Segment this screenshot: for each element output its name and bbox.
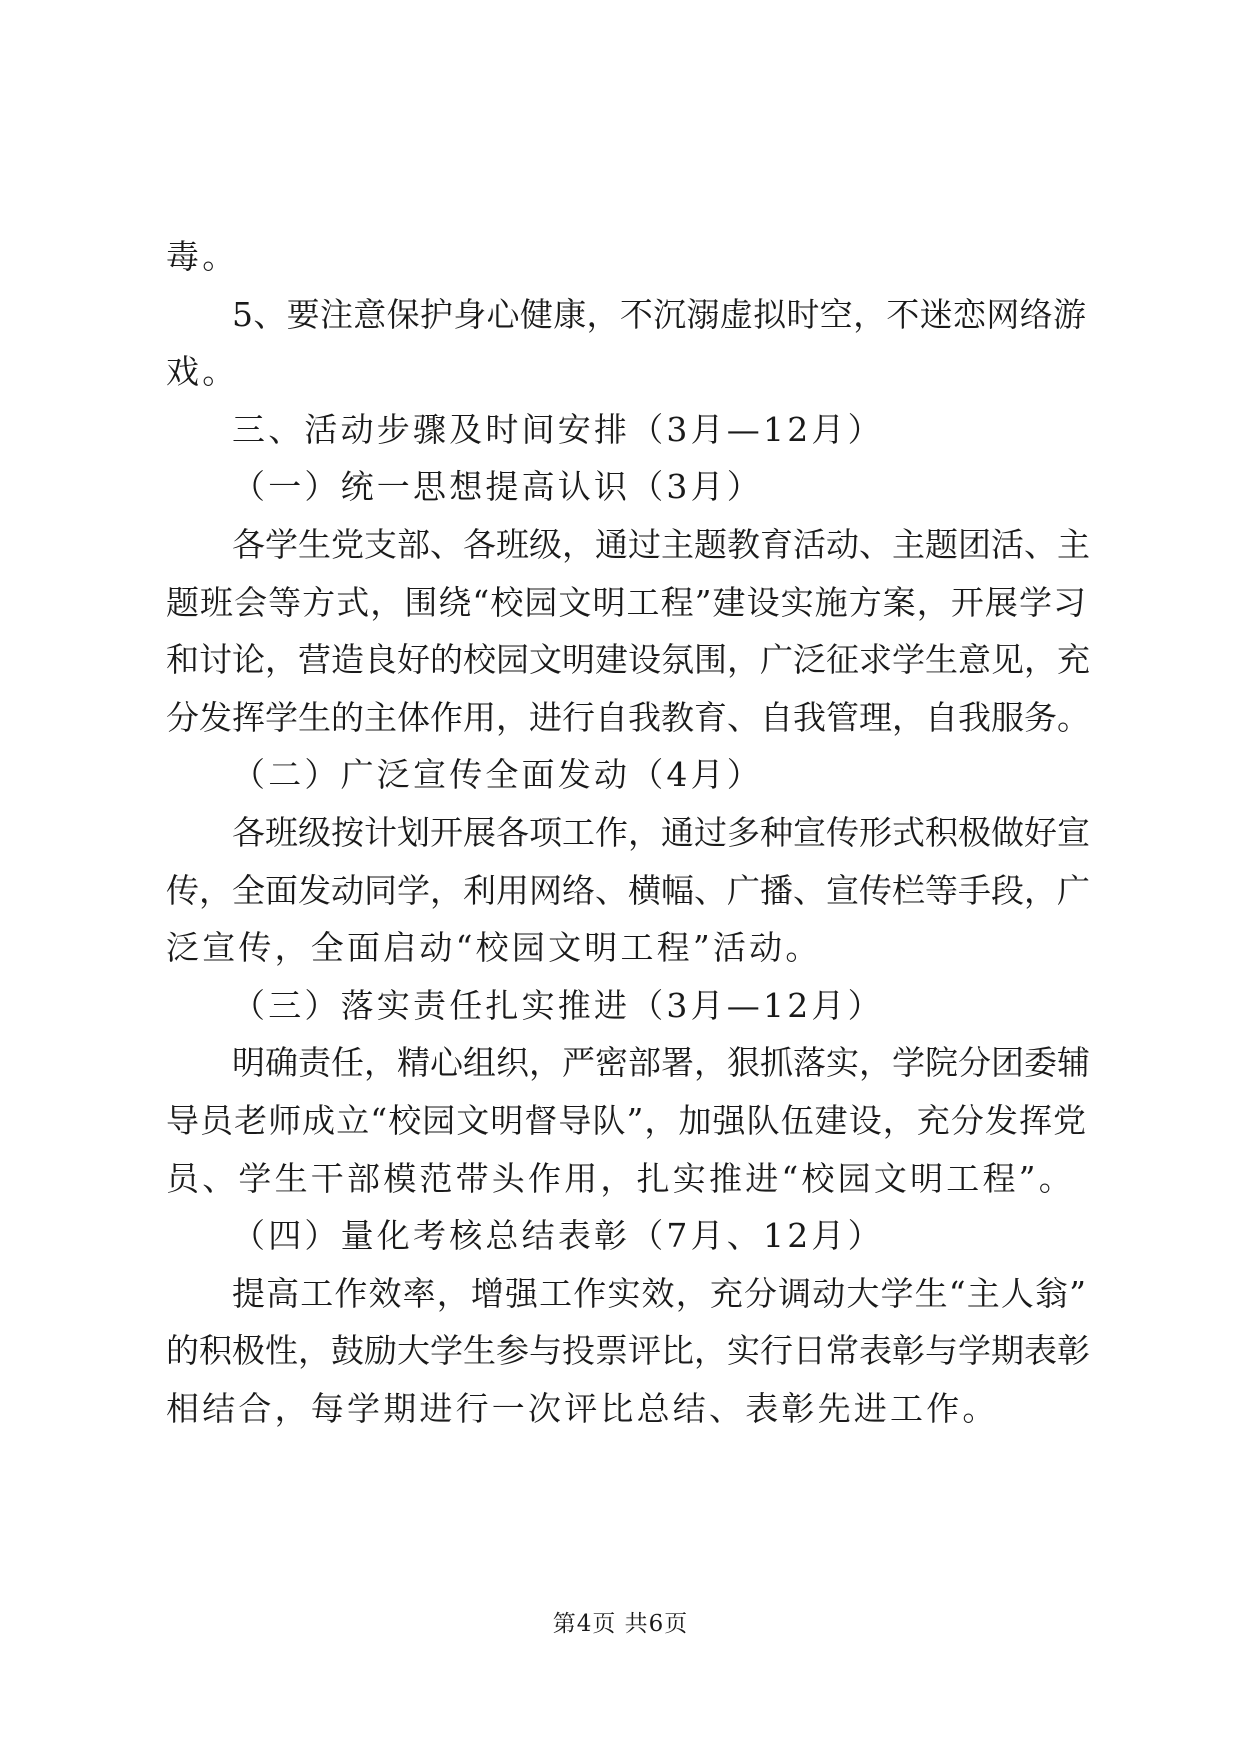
text-line: 传，全面发动同学，利用网络、横幅、广播、宣传栏等手段，广 — [166, 870, 1090, 910]
document-body — [166, 228, 1090, 1437]
text-line: 三、活动步骤及时间安排（3月—12月） — [232, 409, 884, 449]
text-line: 各班级按计划开展各项工作，通过多种宣传形式积极做好宣 — [232, 812, 1090, 852]
text-line: （三）落实责任扎实推进（3月—12月） — [232, 985, 884, 1025]
text-line: （一）统一思想提高认识（3月） — [232, 467, 763, 507]
text-line: 各学生党支部、各班级，通过主题教育活动、主题团活、主 — [232, 524, 1090, 564]
text-line: 戏。 — [166, 352, 239, 392]
text-line: 导员老师成立“校园文明督导队”，加强队伍建设，充分发挥党 — [166, 1100, 1086, 1140]
text-line: （二）广泛宣传全面发动（4月） — [232, 755, 763, 795]
text-line: （四）量化考核总结表彰（7月、12月） — [232, 1216, 884, 1256]
page-footer: 第4页 共6页 — [552, 1611, 689, 1637]
text-line: 明确责任，精心组织，严密部署，狠抓落实，学院分团委辅 — [232, 1043, 1090, 1083]
text-line: 和讨论，营造良好的校园文明建设氛围，广泛征求学生意见，充 — [166, 640, 1090, 680]
text-line: 5、要注意保护身心健康，不沉溺虚拟时空，不迷恋网络游 — [232, 294, 1086, 334]
text-line: 分发挥学生的主体作用，进行自我教育、自我管理，自我服务。 — [166, 697, 1090, 737]
text-line: 提高工作效率，增强工作实效，充分调动大学生“主人翁” — [232, 1273, 1086, 1313]
text-line: 题班会等方式，围绕“校园文明工程”建设实施方案，开展学习 — [166, 582, 1086, 622]
text-line: 毒。 — [166, 237, 239, 276]
text-line: 相结合，每学期进行一次评比总结、表彰先进工作。 — [166, 1388, 999, 1428]
text-line: 泛宣传，全面启动“校园文明工程”活动。 — [166, 928, 822, 968]
text-line: 的积极性，鼓励大学生参与投票评比，实行日常表彰与学期表彰 — [166, 1331, 1090, 1371]
text-line: 员、学生干部模范带头作用，扎实推进“校园文明工程”。 — [166, 1158, 1075, 1198]
